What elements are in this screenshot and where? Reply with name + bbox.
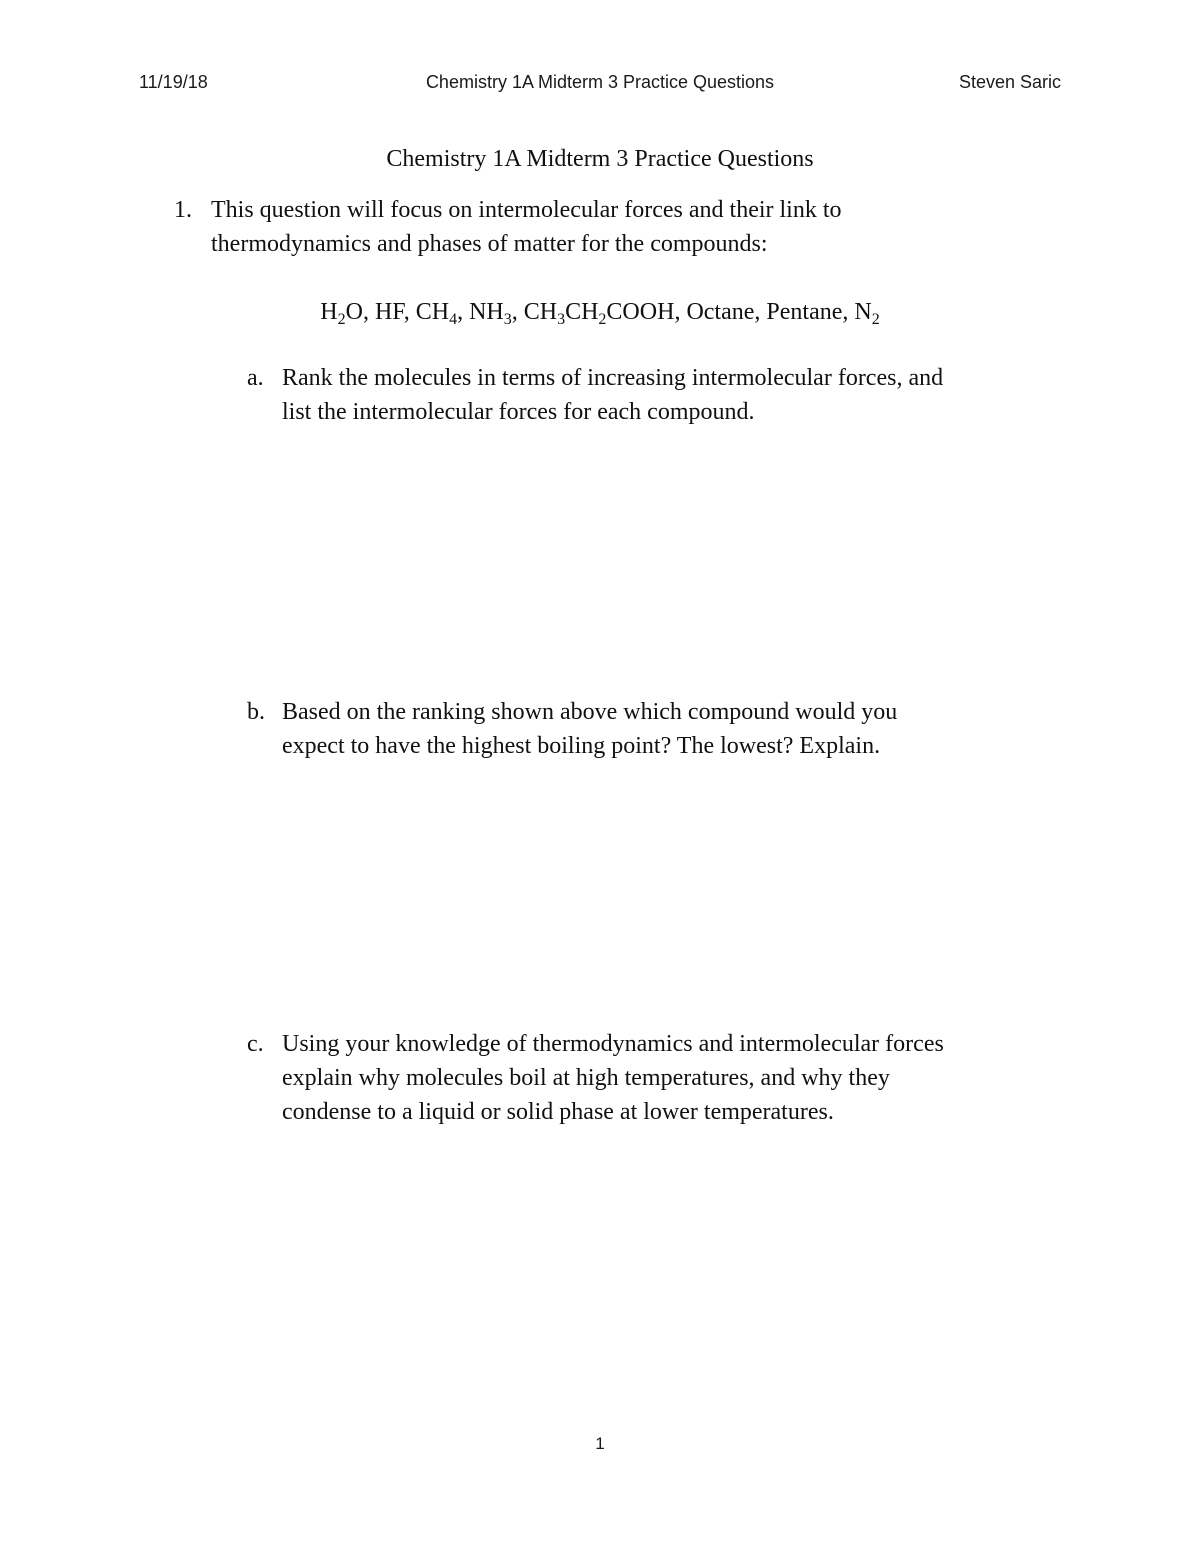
compound-formula: $CH_4$: [415, 299, 458, 328]
page-header: [0, 72, 1200, 100]
compound-formula: HF: [374, 299, 404, 325]
header-date: 11/19/18: [139, 72, 208, 92]
part-c-label: c.: [247, 1031, 264, 1057]
header-course-title: Chemistry 1A Midterm 3 Practice Questions: [425, 72, 775, 92]
question-number: 1.: [174, 197, 192, 223]
compound-formula: $N_2$: [854, 299, 880, 328]
part-a-line: list the intermolecular forces for each compound.: [282, 399, 755, 425]
question-text-line: This question will focus on intermolecular forces and their link to: [211, 197, 842, 223]
compound-list: $H_2O$, HF, $CH_4$, $NH_3$, $CH_3CH_2COOH$, Octane, Pentane, $N_2$: [320, 299, 880, 328]
compound-formula: $CH_3CH_2COOH$: [523, 299, 675, 328]
document-title: Chemistry 1A Midterm 3 Practice Questions: [386, 146, 814, 172]
header-author: Steven Saric: [958, 72, 1061, 92]
compound-formula: $NH_3$: [469, 299, 512, 328]
part-b-text: [282, 695, 1082, 763]
part-b-line: expect to have the highest boiling point? The lowest? Explain.: [282, 733, 881, 759]
compound-formula: Octane: [686, 299, 755, 325]
page-number: 1: [595, 1434, 605, 1453]
compound-formula: $H_2O$: [320, 299, 363, 328]
compound-formula: Pentane: [766, 299, 843, 325]
part-a-line: Rank the molecules in terms of increasing intermolecular forces, and: [282, 365, 944, 391]
part-a-text: [282, 361, 1082, 429]
part-c-text: [282, 1027, 1082, 1129]
part-b-label: b.: [247, 699, 265, 725]
part-c-line: explain why molecules boil at high temperatures, and why they: [282, 1065, 890, 1091]
part-c-line: Using your knowledge of thermodynamics and intermolecular forces: [282, 1031, 944, 1057]
part-a-label: a.: [247, 365, 264, 391]
part-c-line: condense to a liquid or solid phase at lower temperatures.: [282, 1099, 834, 1125]
question-text: [211, 193, 1071, 261]
question-text-line: thermodynamics and phases of matter for the compounds:: [211, 231, 768, 257]
part-b-line: Based on the ranking shown above which compound would you: [282, 699, 898, 725]
